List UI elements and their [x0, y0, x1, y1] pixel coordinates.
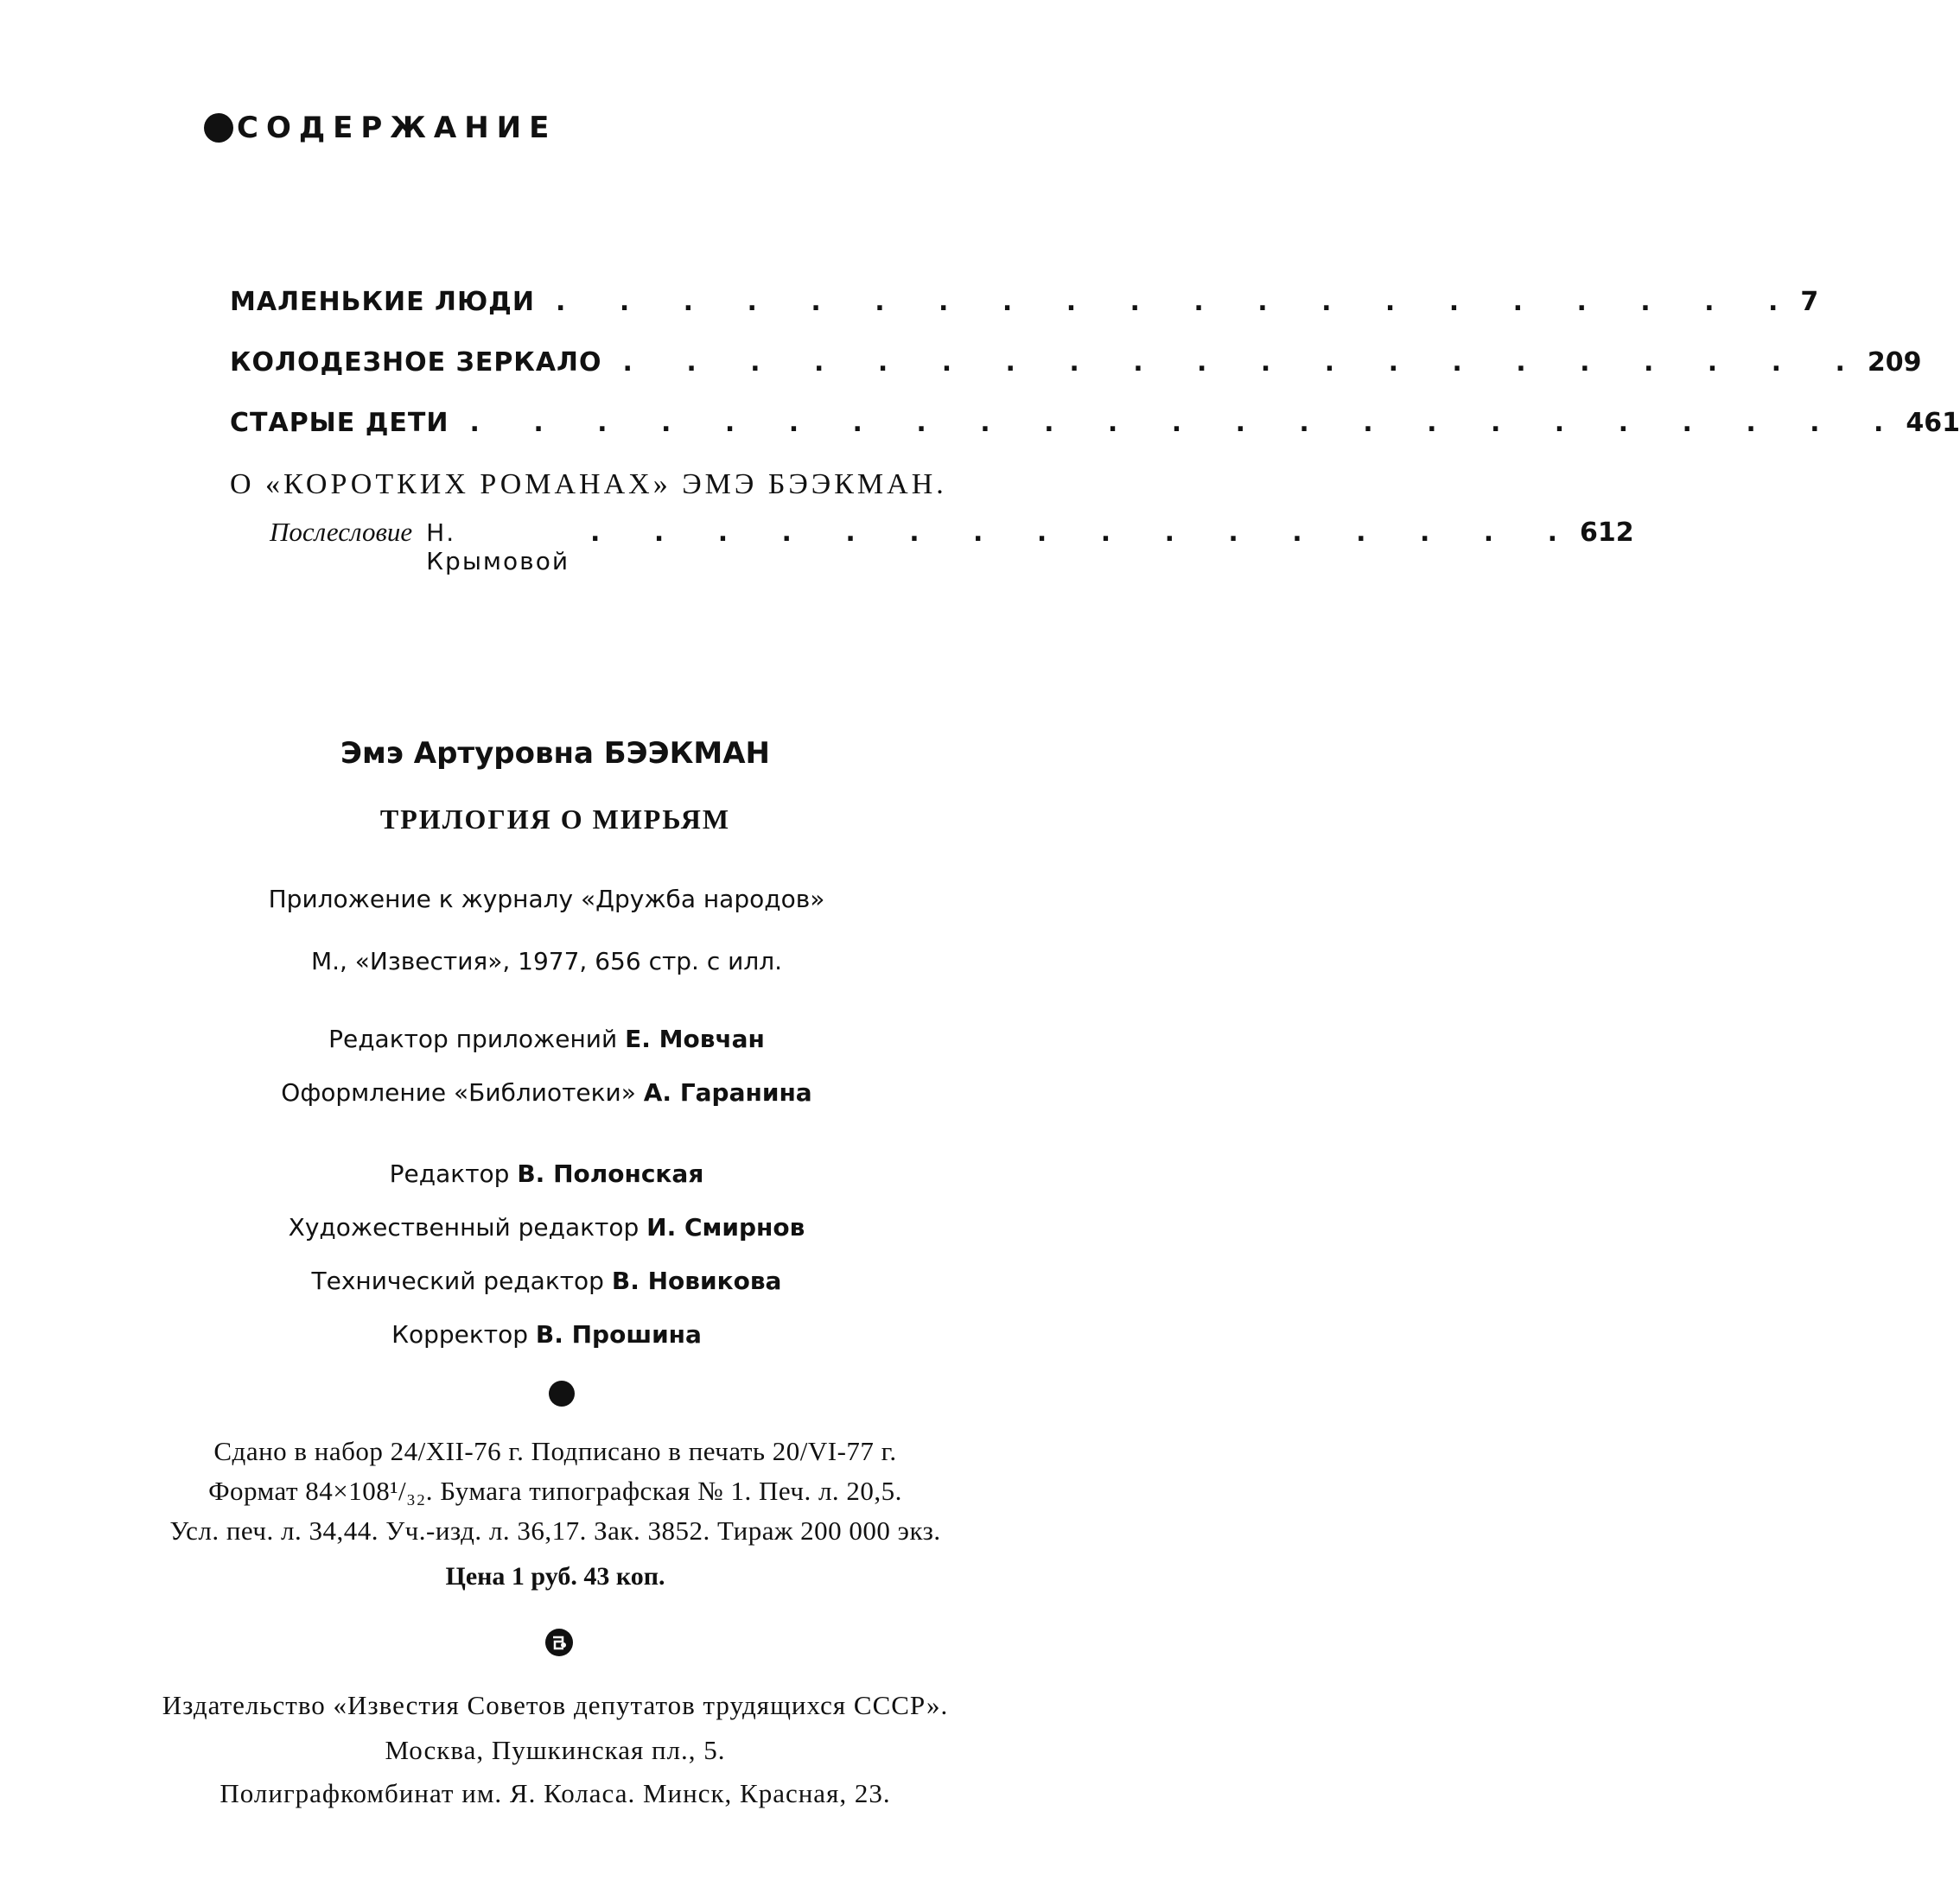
credit-name: В. Прошина — [535, 1320, 702, 1349]
bullet-icon — [204, 113, 233, 143]
publication-line: М., «Известия», 1977, 656 стр. с илл. — [310, 947, 783, 975]
credit-role: Технический редактор — [311, 1267, 604, 1295]
toc-dot-leader: . . . . . . . . . . . . . . . . . . . . . . . — [469, 408, 1906, 438]
toc-entry-page: 7 — [1800, 287, 1819, 317]
toc-dot-leader: . . . . . . . . . . . . . . . . . . . . — [622, 347, 1868, 378]
print-info-line: Формат 84×108¹/₃₂. Бумага типографская № 1. Печ. л. 20,5. — [208, 1476, 902, 1506]
separator-dot-icon — [549, 1381, 575, 1407]
toc-dot-leader: . . . . . . . . . . . . . . . . . . . . — [555, 287, 1801, 317]
toc-entry-prefix: Послесловие — [270, 517, 413, 547]
toc-dot-leader: . . . . . . . . . . . . . . . . — [590, 518, 1581, 548]
credit-line — [0, 1159, 1102, 1188]
book-author: Эмэ Артуровна БЭЭКМАН — [340, 736, 770, 771]
book-title: ТРИЛОГИЯ О МИРЬЯМ — [379, 804, 731, 835]
credit-role: Художественный редактор — [288, 1213, 640, 1242]
print-info-line: Усл. печ. л. 34,44. Уч.-изд. л. 36,17. Зак. 3852. Тираж 200 000 экз. — [169, 1515, 941, 1546]
toc-entry — [230, 347, 1922, 385]
toc-entry — [230, 408, 1960, 446]
toc-entry-continuation — [270, 517, 1634, 575]
credit-line — [0, 1025, 1102, 1053]
contents-heading — [204, 111, 557, 145]
credit-name: В. Новикова — [611, 1267, 782, 1295]
toc-entry-page: 461 — [1906, 408, 1960, 438]
printer-address-line: Полиграфкомбинат им. Я. Коласа. Минск, Красная, 23. — [220, 1778, 891, 1808]
credit-role: Редактор — [389, 1159, 510, 1188]
credit-name: А. Гаранина — [643, 1078, 812, 1107]
credit-line — [0, 1320, 1102, 1349]
toc-entry — [230, 468, 1060, 506]
toc-entry-title: КОЛОДЕЗНОЕ ЗЕРКАЛО — [230, 347, 602, 378]
publisher-address-line: Издательство «Известия Советов депутатов трудящихся СССР». — [162, 1690, 949, 1720]
credit-role: Корректор — [391, 1320, 528, 1349]
toc-entry-page: 612 — [1580, 518, 1634, 548]
credit-role: Оформление «Библиотеки» — [281, 1078, 636, 1107]
credit-name: И. Смирнов — [646, 1213, 805, 1242]
toc-entry-title: О «КОРОТКИХ РОМАНАХ» ЭМЭ БЭЭКМАН. — [230, 468, 947, 500]
toc-entry — [230, 287, 1819, 325]
print-info-line: Сдано в набор 24/XII-76 г. Подписано в печать 20/VI-77 г. — [213, 1436, 897, 1466]
credit-line — [0, 1267, 1102, 1295]
credit-line — [0, 1078, 1102, 1107]
credit-name: В. Полонская — [517, 1159, 704, 1188]
toc-entry-page: 209 — [1867, 347, 1922, 378]
contents-heading-text: СОДЕРЖАНИЕ — [237, 111, 557, 145]
toc-entry-author: Н. Крымовой — [426, 518, 570, 575]
credit-name: Е. Мовчан — [625, 1025, 765, 1053]
supplement-line: Приложение к журналу «Дружба народов» — [268, 885, 825, 913]
credit-line — [0, 1213, 1102, 1242]
publisher-address-line: Москва, Пушкинская пл., 5. — [385, 1735, 726, 1765]
price-line: Цена 1 руб. 43 коп. — [445, 1562, 665, 1591]
toc-entry-title: МАЛЕНЬКИЕ ЛЮДИ — [230, 287, 535, 317]
publisher-logo-icon — [544, 1628, 574, 1657]
toc-entry-title: СТАРЫЕ ДЕТИ — [230, 408, 449, 438]
credit-role: Редактор приложений — [328, 1025, 618, 1053]
